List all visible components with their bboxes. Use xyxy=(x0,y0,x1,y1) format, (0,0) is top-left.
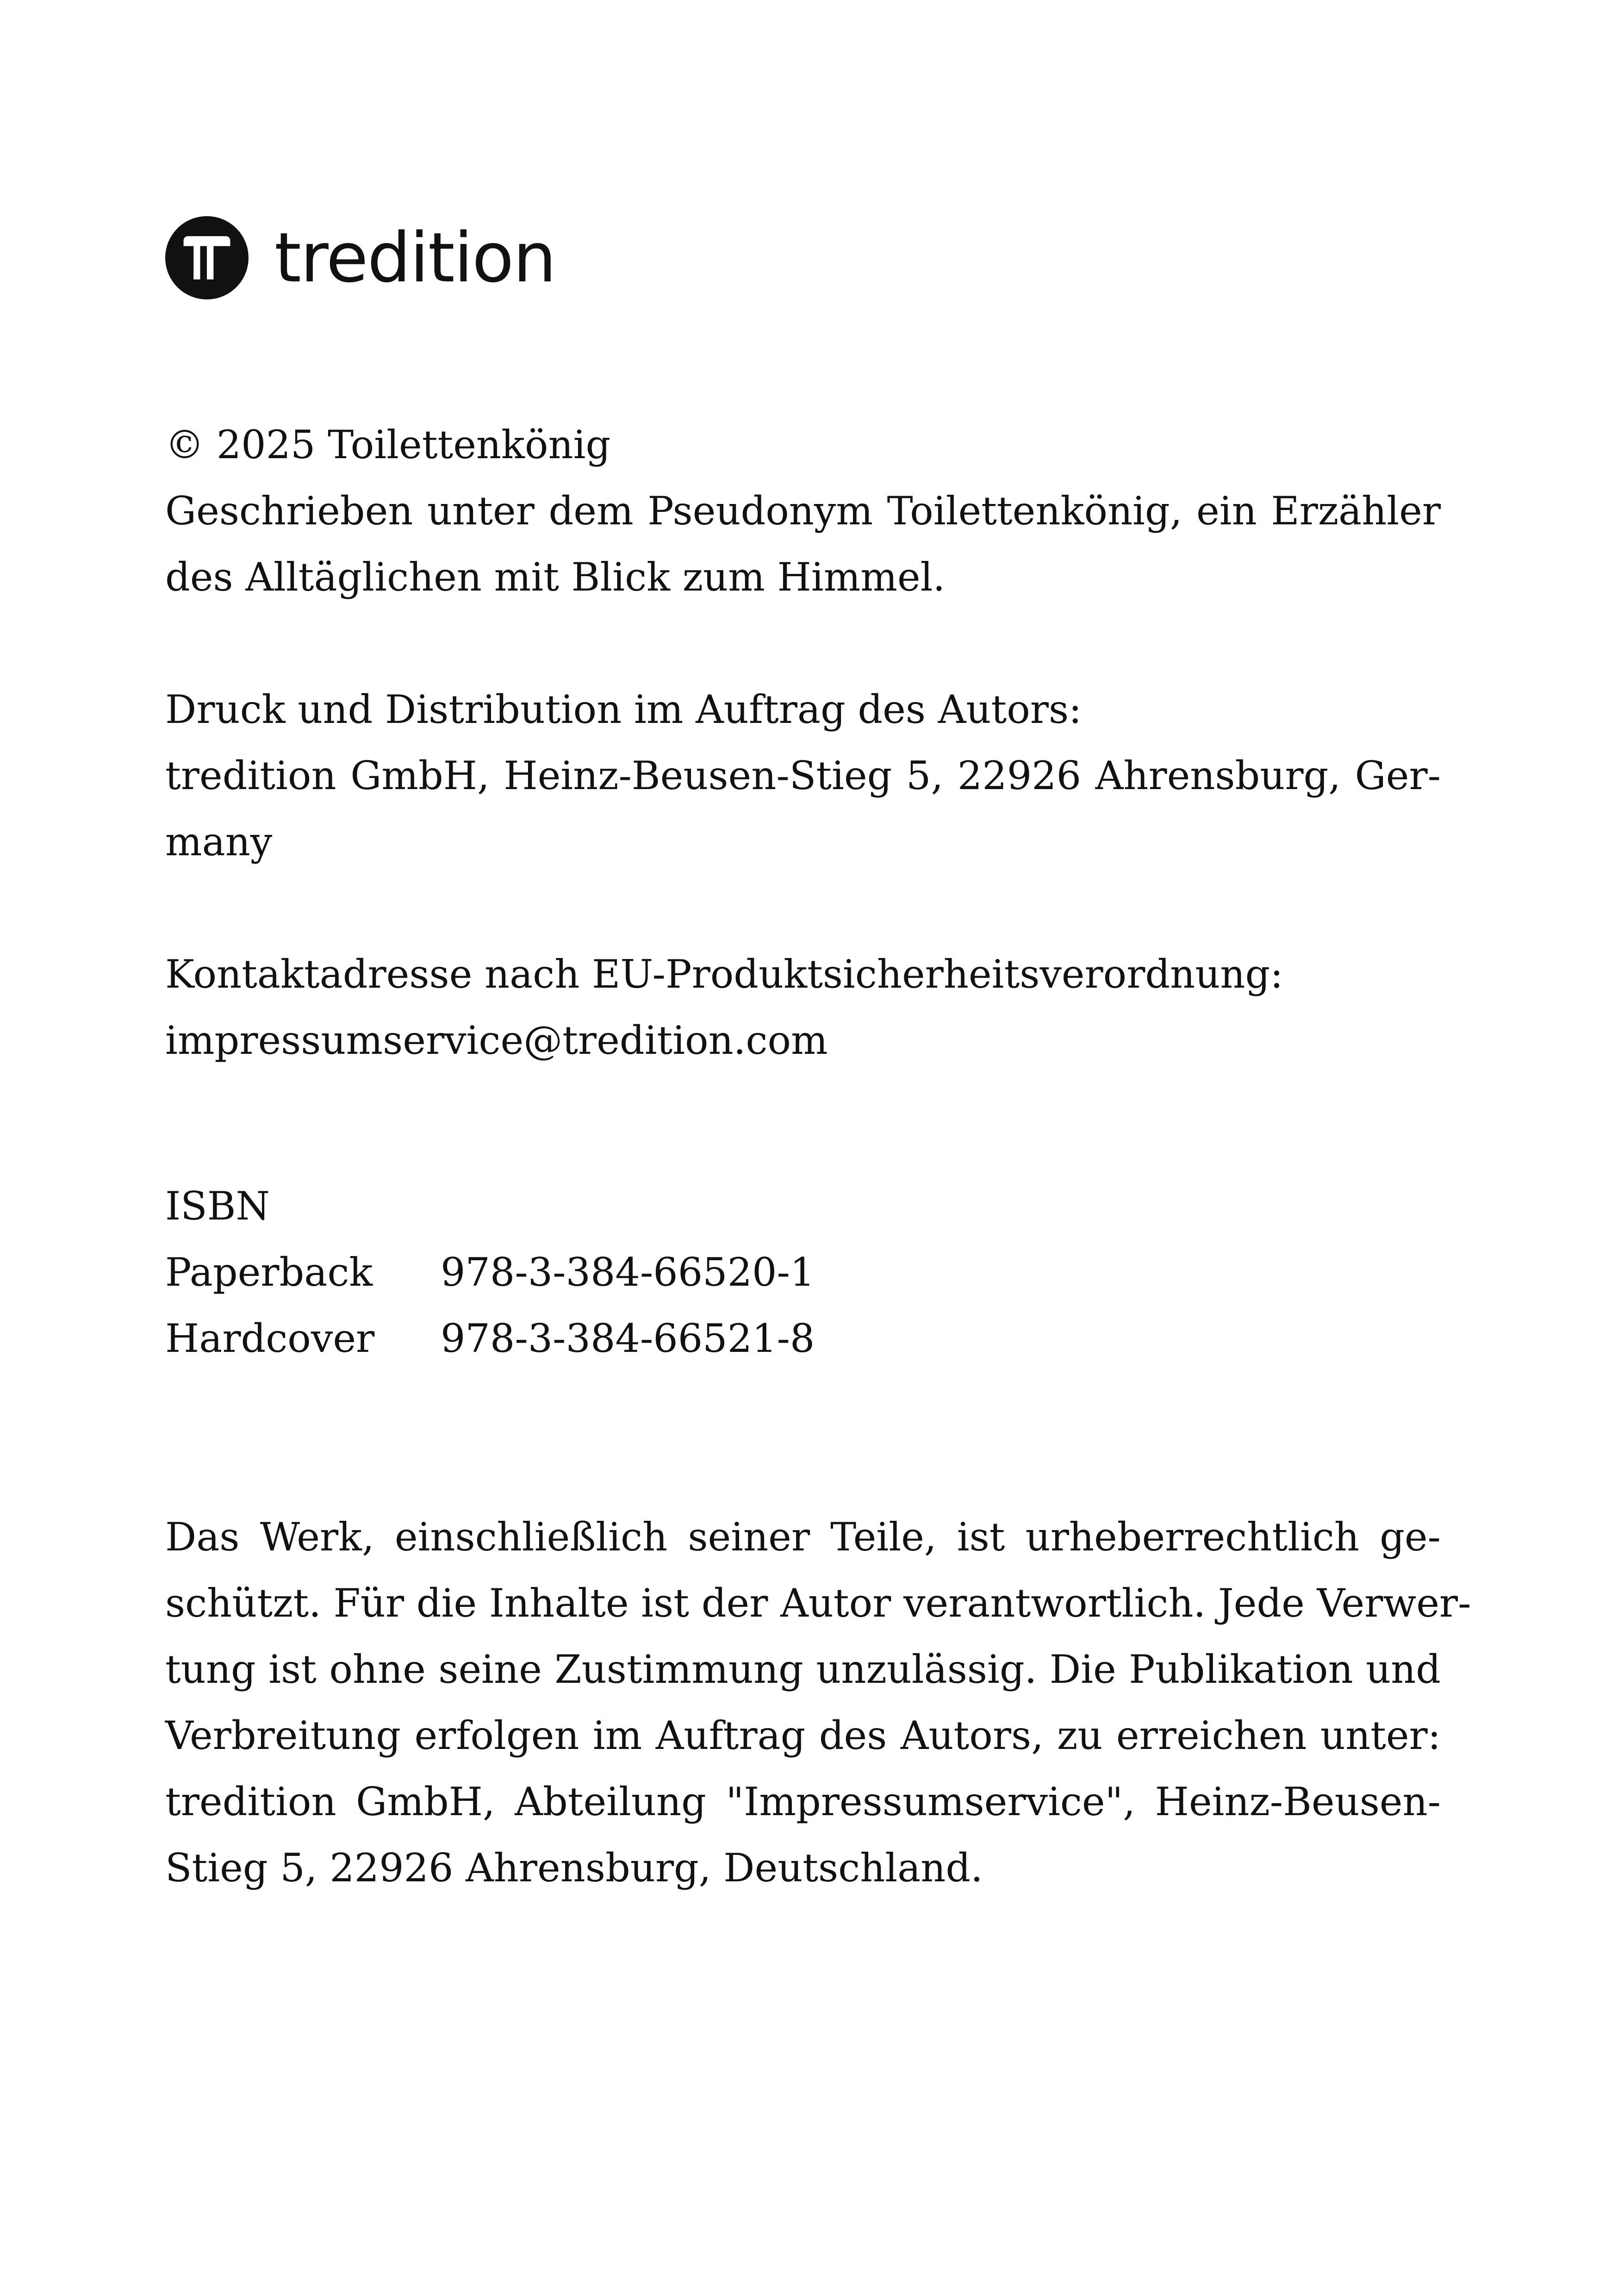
tredition-logo-icon xyxy=(165,216,249,299)
isbn-row-hardcover xyxy=(165,1306,1441,1372)
tredition-logo xyxy=(165,214,555,302)
publisher-address: tredition GmbH, Heinz-Beusen-Stieg 5, 22926 Ahrensburg, Ger- xyxy=(165,753,1441,798)
legal-line: schützt. Für die Inhalte ist der Autor verantwortlich. Jede Verwer- xyxy=(165,1580,1471,1626)
isbn-number: 978-3-384-66521-8 xyxy=(441,1316,815,1361)
pseudonym-line: Geschrieben unter dem Pseudonym Toilettenkönig, ein Erzähler xyxy=(165,488,1441,534)
isbn-heading: ISBN xyxy=(165,1183,270,1229)
legal-line: tredition GmbH, Abteilung "Impressumservice", Heinz-Beusen- xyxy=(165,1779,1441,1824)
isbn-row-paperback xyxy=(165,1239,1441,1306)
contact-heading: Kontaktadresse nach EU-Produktsicherheitsverordnung: xyxy=(165,952,1283,997)
legal-line-end: Stieg 5, 22926 Ahrensburg, Deutschland. xyxy=(165,1845,983,1891)
copyright-block xyxy=(165,412,1441,610)
tredition-wordmark: tredition xyxy=(274,218,556,298)
isbn-type: Paperback xyxy=(165,1250,373,1295)
isbn-block xyxy=(165,1173,1441,1372)
isbn-type: Hardcover xyxy=(165,1316,375,1361)
legal-notice xyxy=(165,1504,1471,1901)
isbn-number: 978-3-384-66520-1 xyxy=(441,1250,815,1295)
legal-line: Verbreitung erfolgen im Auftrag des Autors, zu erreichen unter: xyxy=(165,1713,1441,1758)
legal-line: tung ist ohne seine Zustimmung unzulässig. Die Publikation und xyxy=(165,1647,1441,1692)
distribution-block xyxy=(165,677,1441,875)
copyright-line: © 2025 Toilettenkönig xyxy=(165,422,611,467)
legal-line: Das Werk, einschließlich seiner Teile, ist urheberrechtlich ge- xyxy=(165,1514,1441,1560)
publisher-address-end: many xyxy=(165,819,273,865)
contact-email: impressumservice@tredition.com xyxy=(165,1018,828,1063)
pseudonym-line-end: des Alltäglichen mit Blick zum Himmel. xyxy=(165,554,946,600)
contact-block xyxy=(165,941,1441,1074)
distribution-heading: Druck und Distribution im Auftrag des Autors: xyxy=(165,687,1082,732)
